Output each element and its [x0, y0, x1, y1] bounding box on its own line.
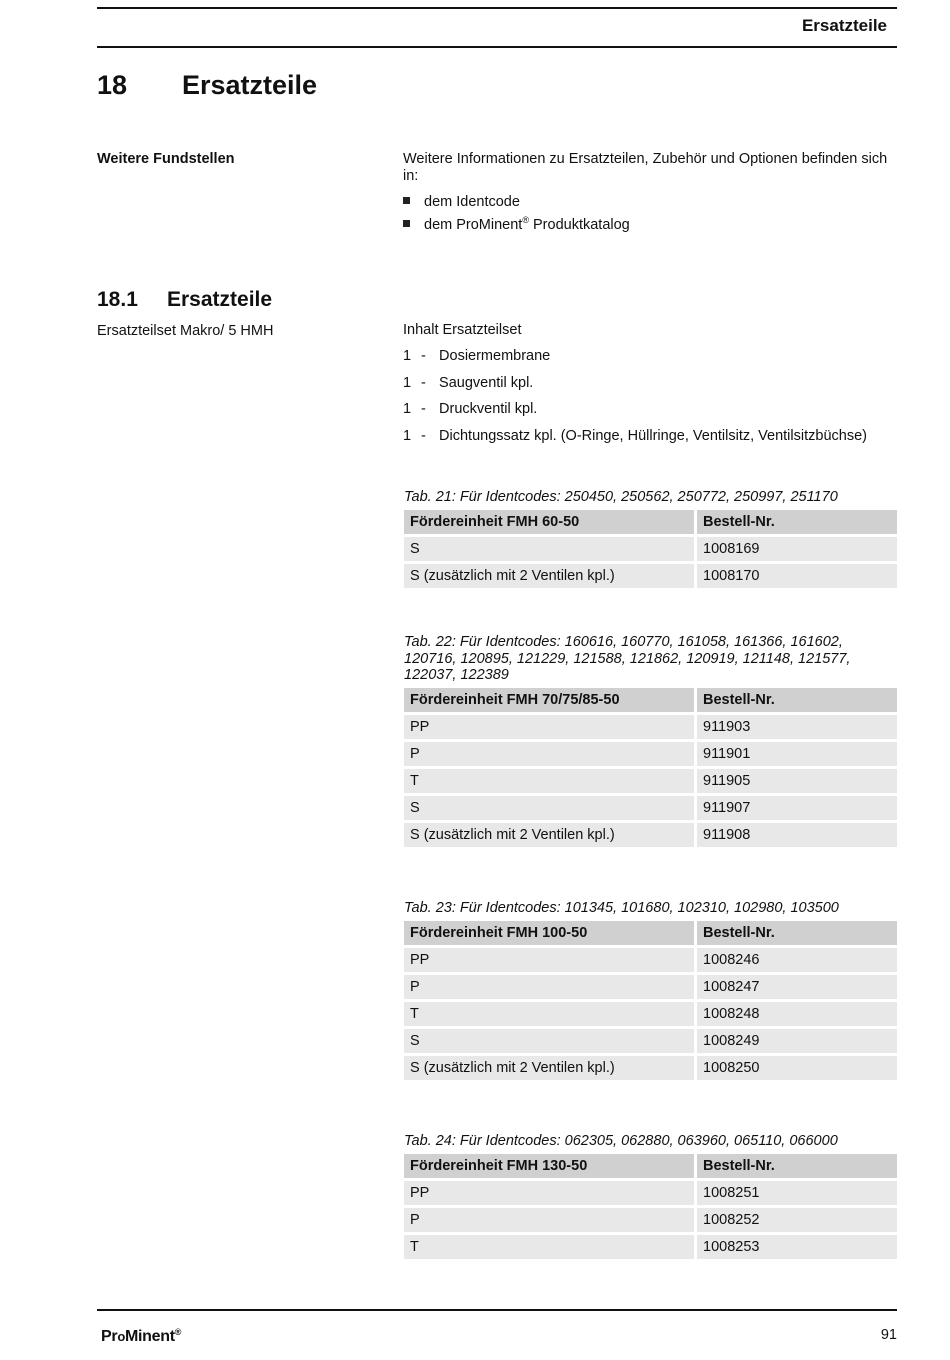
header-cell: Fördereinheit FMH 130-50: [404, 1154, 697, 1178]
table-cell: 1008253: [697, 1235, 897, 1259]
table-row: [404, 1235, 897, 1259]
header-rule: [97, 46, 897, 48]
table-cell: P: [404, 742, 697, 766]
contents-item: [403, 428, 867, 444]
table-cell: S (zusätzlich mit 2 Ventilen kpl.): [404, 823, 697, 847]
bullet-item: [403, 194, 520, 210]
table-cell: 1008250: [697, 1056, 897, 1080]
table-header-row: [404, 921, 897, 945]
table-row: [404, 796, 897, 820]
table-cell: 911908: [697, 823, 897, 847]
table-row: [404, 537, 897, 561]
bullet-text: dem Identcode: [424, 194, 520, 210]
item-qty: 1: [403, 401, 412, 417]
table-row: [404, 715, 897, 739]
table-caption: Tab. 23: Für Identcodes: 101345, 101680, 102310, 102980, 103500: [404, 900, 839, 916]
item-qty: 1: [403, 375, 412, 391]
table-cell: 1008247: [697, 975, 897, 999]
logo-text: Pr: [101, 1328, 118, 1345]
section-title: Ersatzteile: [167, 288, 273, 311]
contents-heading: Inhalt Ersatzteilset: [403, 322, 522, 338]
table-cell: PP: [404, 715, 697, 739]
registered-mark: ®: [174, 1327, 182, 1337]
spare-parts-table: [404, 685, 897, 850]
table-row: [404, 1181, 897, 1205]
table-cell: PP: [404, 1181, 697, 1205]
table-row: [404, 1029, 897, 1053]
registered-mark: ®: [522, 215, 529, 225]
contents-item: [403, 375, 533, 391]
further-refs-intro: Weitere Informationen zu Ersatzteilen, Zubehör und Optionen befinden sich in:: [403, 151, 888, 184]
table-cell: 1008251: [697, 1181, 897, 1205]
table-row: [404, 823, 897, 847]
table-row: [404, 1002, 897, 1026]
table-cell: 911905: [697, 769, 897, 793]
table-cell: 911901: [697, 742, 897, 766]
item-qty: 1: [403, 428, 412, 444]
contents-item: [403, 401, 537, 417]
table-row: [404, 742, 897, 766]
table-cell: P: [404, 975, 697, 999]
table-row: [404, 769, 897, 793]
header-cell: Bestell-Nr.: [697, 1154, 897, 1178]
table-cell: 1008252: [697, 1208, 897, 1232]
table-cell: 911907: [697, 796, 897, 820]
table-cell: S (zusätzlich mit 2 Ventilen kpl.): [404, 1056, 697, 1080]
item-text: Saugventil kpl.: [439, 375, 534, 391]
table-cell: S: [404, 796, 697, 820]
header-cell: Bestell-Nr.: [697, 921, 897, 945]
header-cell: Fördereinheit FMH 100-50: [404, 921, 697, 945]
header-cell: Bestell-Nr.: [697, 688, 897, 712]
header-cell: Fördereinheit FMH 60-50: [404, 510, 697, 534]
section-side-label: Ersatzteilset Makro/ 5 HMH: [97, 323, 274, 339]
spare-parts-table: [404, 1151, 897, 1262]
logo-text: o: [117, 1329, 125, 1344]
section-number: 18.1: [97, 288, 138, 311]
table-cell: 1008170: [697, 564, 897, 588]
table-cell: S (zusätzlich mit 2 Ventilen kpl.): [404, 564, 697, 588]
page-number: 91: [880, 1327, 897, 1343]
contents-item: [403, 348, 550, 364]
running-header: Ersatzteile: [801, 16, 887, 35]
header-cell: Fördereinheit FMH 70/75/85-50: [404, 688, 697, 712]
item-text: Dosiermembrane: [439, 348, 551, 364]
table-row: [404, 1208, 897, 1232]
item-dash: -: [421, 375, 426, 391]
spare-parts-table: [404, 507, 897, 591]
item-dash: -: [421, 401, 426, 417]
item-qty: 1: [403, 348, 412, 364]
prominent-logo: [101, 1327, 181, 1346]
bullet-square-icon: [403, 220, 410, 227]
bullet-text: dem ProMinent: [424, 217, 523, 233]
table-cell: T: [404, 1235, 697, 1259]
table-cell: S: [404, 1029, 697, 1053]
header-cell: Bestell-Nr.: [697, 510, 897, 534]
table-cell: 1008169: [697, 537, 897, 561]
item-text: Druckventil kpl.: [439, 401, 538, 417]
table-caption: Tab. 24: Für Identcodes: 062305, 062880, 063960, 065110, 066000: [404, 1133, 838, 1149]
table-header-row: [404, 510, 897, 534]
table-cell: S: [404, 537, 697, 561]
bullet-text: Produktkatalog: [533, 217, 630, 233]
table-cell: P: [404, 1208, 697, 1232]
footer-rule: [97, 1309, 897, 1311]
table-row: [404, 1056, 897, 1080]
table-header-row: [404, 1154, 897, 1178]
table-caption: Tab. 21: Für Identcodes: 250450, 250562, 250772, 250997, 251170: [404, 489, 838, 505]
logo-text: Minent: [124, 1328, 175, 1345]
item-text: Dichtungssatz kpl. (O-Ringe, Hüllringe, Ventilsitz, Ventilsitzbüchse): [439, 428, 867, 444]
table-row: [404, 975, 897, 999]
table-header-row: [404, 688, 897, 712]
table-cell: 1008249: [697, 1029, 897, 1053]
table-cell: PP: [404, 948, 697, 972]
chapter-title: Ersatzteile: [182, 70, 318, 100]
table-cell: T: [404, 1002, 697, 1026]
item-dash: -: [421, 428, 426, 444]
table-cell: 1008248: [697, 1002, 897, 1026]
table-cell: T: [404, 769, 697, 793]
bullet-item: [403, 215, 630, 233]
table-cell: 911903: [697, 715, 897, 739]
item-dash: -: [421, 348, 426, 364]
table-row: [404, 564, 897, 588]
table-cell: 1008246: [697, 948, 897, 972]
top-rule: [97, 7, 897, 9]
spare-parts-table: [404, 918, 897, 1083]
bullet-square-icon: [403, 197, 410, 204]
chapter-number: 18: [97, 70, 128, 100]
table-row: [404, 948, 897, 972]
table-caption: Tab. 22: Für Identcodes: 160616, 160770, 161058, 161366, 161602, 120716, 120895, 121229, 121588, 121862, 120919, 121148, 121577, 122037, 122389: [404, 634, 851, 683]
further-refs-label: Weitere Fundstellen: [97, 151, 235, 167]
